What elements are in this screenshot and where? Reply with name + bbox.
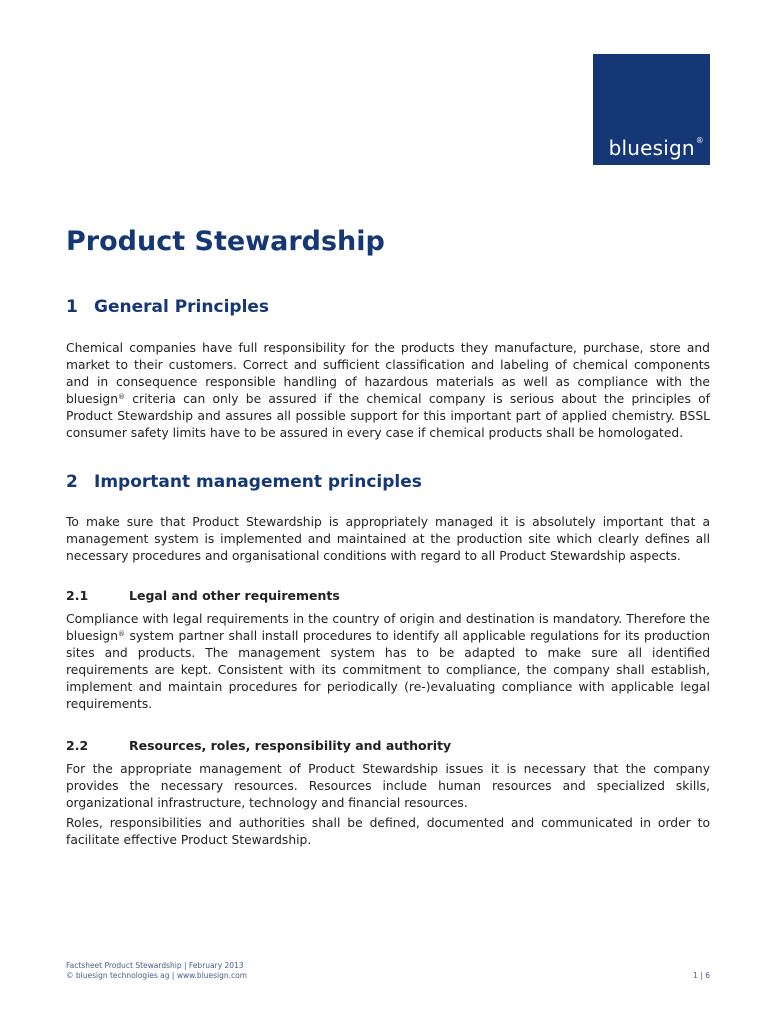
footer-copyright-line: © bluesign technologies ag | www.bluesign.com [66,971,248,980]
section-2-1-title: Legal and other requirements [129,588,340,603]
page-title: Product Stewardship [66,226,385,257]
section-2-2-number: 2.2 [66,738,89,753]
logo-wordmark [609,138,704,158]
section-1-paragraph [66,340,710,442]
section-1-text-a: Chemical companies have full responsibility for the products they manufacture, purchase, store and market to their customers. Correct and sufficient classification and labeling of chemical components and in consequence responsible handling of hazardous materials as well as compliance with the bluesign [66,341,710,406]
section-2-2-paragraph-2: Roles, responsibilities and authorities shall be defined, documented and communicated in order to facilitate effective Product Stewardship. [66,816,710,847]
section-2-1-text-a: Compliance with legal requirements in the country of origin and destination is mandatory. Therefore the bluesign [66,612,710,643]
section-2-1-text-b: system partner shall install procedures to identify all applicable regulations for its production sites and products. The management system has to be adapted to make sure all identified requirements are kept. Consistent with its commitment to compliance, the company shall establish, implement and maintain procedures for periodically (re-)evaluating compliance with applicable legal requirements. [66,629,710,711]
section-2-2-title: Resources, roles, responsibility and authority [129,738,452,753]
section-1-registered-mark: ® [118,393,126,401]
section-1-title: General Principles [94,297,270,317]
document-body [66,224,710,849]
section-1-heading [66,296,710,318]
section-1-number: 1 [66,297,78,317]
section-2-1-heading [66,587,710,604]
section-2-number: 2 [66,472,78,492]
logo-registered-mark: ® [695,136,704,145]
section-1-text-b: criteria can only be assured if the chemical company is serious about the principles of Product Stewardship and assures all possible support for this important part of applied chemistry. BSSL consumer safety limits have to be assured in every case if chemical products shall be homologated. [66,392,710,440]
section-2-heading [66,471,710,493]
section-2-1-registered-mark: ® [118,630,126,638]
section-2-1-number: 2.1 [66,588,89,603]
section-2-2-heading [66,737,710,754]
bluesign-logo [593,54,710,165]
logo-text: bluesign [608,136,695,160]
section-2-2-paragraph-1: For the appropriate management of Product Stewardship issues it is necessary that the company provides the necessary resources. Resources include human resources and specialized skills, organizational infrastructure, technology and financial resources. [66,762,710,810]
page-number: 1 | 6 [693,971,710,980]
section-2-1-paragraph [66,611,710,713]
footer-document-line: Factsheet Product Stewardship | February 2013 [66,961,244,970]
footer-info [66,961,247,981]
section-2-title: Important management principles [94,472,422,492]
section-2-paragraph: To make sure that Product Stewardship is appropriately managed it is absolutely important that a management system is implemented and maintained at the production site which clearly defines all necessary procedures and organisational conditions with regard to all Product Stewardship aspects. [66,515,710,563]
